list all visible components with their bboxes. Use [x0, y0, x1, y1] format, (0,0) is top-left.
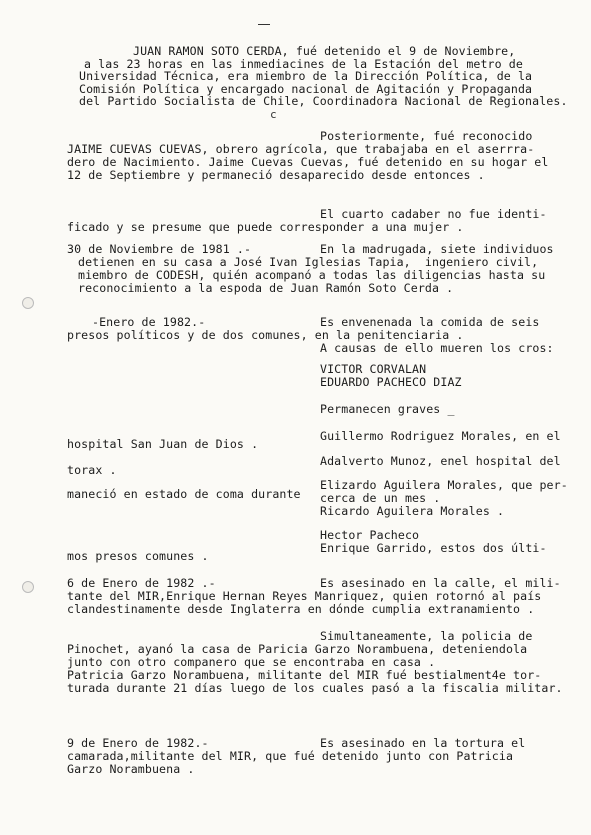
document-line: tante del MIR,Enrique Hernan Reyes Manriquez, quien rotornó al país [67, 589, 542, 603]
document-line: VICTOR CORVALAN [320, 362, 427, 376]
document-line: Enrique Garrido, estos dos últi- [320, 541, 547, 555]
document-line: 9 de Enero de 1982.- [67, 736, 209, 750]
document-line: cerca de un mes . [320, 491, 441, 505]
document-line: Guillermo Rodriguez Morales, en el [320, 429, 561, 443]
document-line: A causas de ello mueren los cros: [320, 341, 554, 355]
document-line: JUAN RAMON SOTO CERDA, fué detenido el 9 de Noviembre, [133, 44, 516, 58]
document-line: Elizardo Aguilera Morales, que per- [320, 478, 568, 492]
document-line: Universidad Técnica, era miembro de la Dirección Política, de la [79, 69, 533, 83]
document-line: Ricardo Aguilera Morales . [320, 504, 505, 518]
document-line: Patricia Garzo Norambuena, militante del MIR fué bestialment4e tor- [67, 668, 542, 682]
document-line: JAIME CUEVAS CUEVAS, obrero agrícola, que trabajaba en el aserrra- [67, 142, 535, 156]
page-top-mark [258, 24, 270, 25]
document-line: turada durante 21 días luego de los cuales pasó a la fiscalia militar. [67, 681, 563, 695]
document-line: 12 de Septiembre y permaneció desaparecido desde entonces . [67, 168, 485, 182]
document-line: Comisión Política y encargado nacional de Agitación y Propaganda [79, 82, 533, 96]
document-line: torax . [67, 463, 117, 477]
document-line: junto con otro companero que se encontraba en casa . [67, 655, 436, 669]
document-line: El cuarto cadaber no fue identi- [320, 207, 547, 221]
document-line: Permanecen graves _ [320, 402, 455, 416]
document-line: 30 de Noviembre de 1981 .- [67, 242, 252, 256]
punch-hole-icon [22, 581, 34, 593]
document-line: Simultaneamente, la policia de [320, 629, 533, 643]
document-line: Es asesinado en la tortura el [320, 736, 526, 750]
document-line: camarada,militante del MIR, que fué detenido junto con Patricia [67, 749, 514, 763]
document-line: del Partido Socialista de Chile, Coordinadora Nacional de Regionales. [79, 94, 568, 108]
document-line: Es asesinado en la calle, el mili- [320, 576, 561, 590]
document-line: En la madrugada, siete individuos [320, 242, 554, 256]
document-line: -Enero de 1982.- [92, 315, 206, 329]
document-line: Adalverto Munoz, enel hospital del [320, 454, 561, 468]
stray-mark-icon: c [270, 108, 277, 121]
document-line: EDUARDO PACHECO DIAZ [320, 375, 462, 389]
document-line: Es envenenada la comida de seis [320, 315, 540, 329]
document-line: Pinochet, ayanó la casa de Paricia Garzo Norambuena, deteniendola [67, 642, 528, 656]
document-line: a las 23 horas en las inmediacines de la Estación del metro de [84, 57, 523, 71]
document-line: ficado y se presume que puede corresponder a una mujer . [67, 220, 464, 234]
document-line: Posteriormente, fué reconocido [320, 129, 533, 143]
punch-hole-icon [22, 297, 34, 309]
document-line: clandestinamente desde Inglaterra en dónde cumplia extranamiento . [67, 602, 535, 616]
document-line: maneció en estado de coma durante [67, 487, 301, 501]
document-line: Garzo Norambuena . [67, 762, 195, 776]
document-line: mos presos comunes . [67, 549, 209, 563]
document-line: detienen en su casa a José Ivan Iglesias Tapia, ingeniero civil, [78, 255, 539, 269]
document-line: 6 de Enero de 1982 .- [67, 576, 216, 590]
document-line: miembro de CODESH, quién acompanó a todas las diligencias hasta su [78, 268, 546, 282]
document-line: dero de Nacimiento. Jaime Cuevas Cuevas, fué detenido en su hogar el [67, 155, 549, 169]
document-line: reconocimiento a la espoda de Juan Ramón Soto Cerda . [78, 281, 454, 295]
document-line: hospital San Juan de Dios . [67, 437, 259, 451]
document-line: presos políticos y de dos comunes, en la penitenciaria . [67, 328, 464, 342]
document-line: Hector Pacheco [320, 528, 420, 542]
